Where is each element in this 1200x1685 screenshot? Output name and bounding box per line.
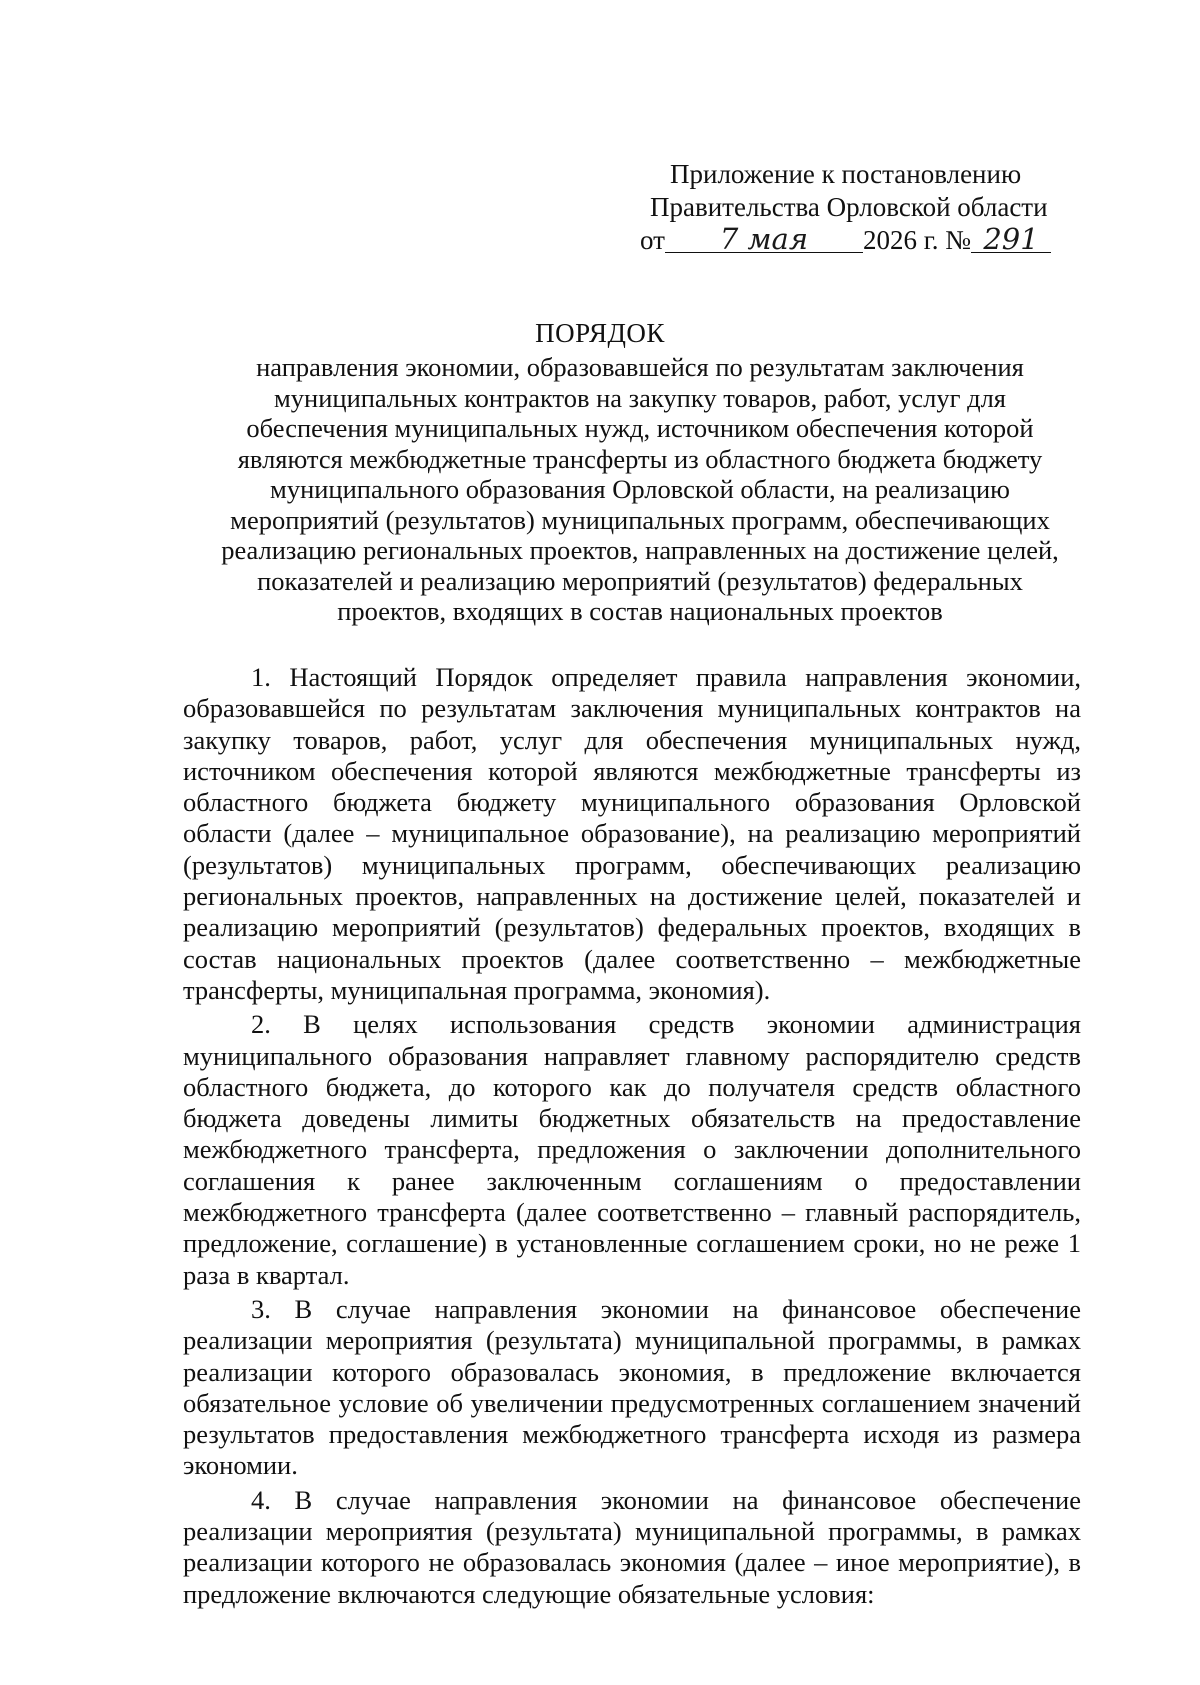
subtitle-line: проектов, входящих в состав национальных проектов	[337, 596, 943, 626]
paragraph-1: 1. Настоящий Порядок определяет правила направления экономии, образовавшейся по результатам заключения муниципальных контрактов на закупку товаров, работ, услуг для обеспечения муниципальных нужд, источником обеспечения которой являются межбюджетные трансферты из областного бюджета бюджету муниципального образования Орловской области (далее – муниципальное образование), на реализацию мероприятий (результатов) муниципальных программ, обеспечивающих реализацию региональных проектов, направленных на достижение целей, показателей и реализацию мероприятий (результатов) федеральных проектов, входящих в состав национальных проектов (далее соответственно – межбюджетные трансферты, муниципальная программа, экономия).	[183, 662, 1081, 1005]
paragraph-4: 4. В случае направления экономии на финансовое обеспечение реализации мероприятия (результата) муниципальной программы, в рамках реализации которого не образовалась экономия (далее – иное мероприятие), в предложение включаются следующие обязательные условия:	[183, 1484, 1081, 1609]
subtitle-line: обеспечения муниципальных нужд, источником обеспечения которой	[246, 413, 1034, 443]
year-number-label: 2026 г. №	[862, 225, 971, 255]
paragraph-3: 3. В случае направления экономии на финансовое обеспечение реализации мероприятия (результата) муниципальной программы, в рамках реализации которого образовалась экономия, в предложение включается обязательное условие об увеличении предусмотренных соглашением значений результатов предоставления межбюджетного трансферта исходя из размера экономии.	[183, 1293, 1081, 1481]
subtitle-line: муниципального образования Орловской области, на реализацию	[270, 474, 1010, 504]
from-label: от	[640, 225, 665, 255]
document-subtitle	[190, 352, 1090, 627]
subtitle-line: мероприятий (результатов) муниципальных программ, обеспечивающих	[230, 504, 1050, 535]
document-title: ПОРЯДОК	[535, 318, 665, 348]
handwritten-date: 7 мая	[665, 226, 863, 253]
appendix-note	[640, 158, 1060, 257]
appendix-date-line	[640, 224, 1060, 257]
paragraph-2: 2. В целях использования средств экономии администрация муниципального образования направляет главному распорядителю средств областного бюджета, до которого как до получателя средств областного бюджета доведены лимиты бюджетных обязательств на предоставление межбюджетного трансферта, предложения о заключении дополнительного соглашения к ранее заключенным соглашениям о предоставлении межбюджетного трансферта (далее соответственно – главный распорядитель, предложение, соглашение) в установленные соглашением сроки, но не реже 1 раза в квартал.	[183, 1009, 1081, 1290]
appendix-line-1: Приложение к постановлению	[670, 159, 1022, 189]
handwritten-number: 291	[971, 226, 1051, 253]
document-body	[183, 662, 1081, 1613]
subtitle-line: являются межбюджетные трансферты из областного бюджета бюджету	[237, 443, 1043, 474]
subtitle-line: муниципальных контрактов на закупку товаров, работ, услуг для	[274, 382, 1006, 413]
subtitle-line: направления экономии, образовавшейся по результатам заключения	[256, 352, 1024, 382]
subtitle-line: показателей и реализацию мероприятий (результатов) федеральных	[257, 565, 1023, 596]
subtitle-line: реализацию региональных проектов, направленных на достижение целей,	[221, 535, 1059, 565]
appendix-line-2: Правительства Орловской области	[650, 192, 1048, 222]
